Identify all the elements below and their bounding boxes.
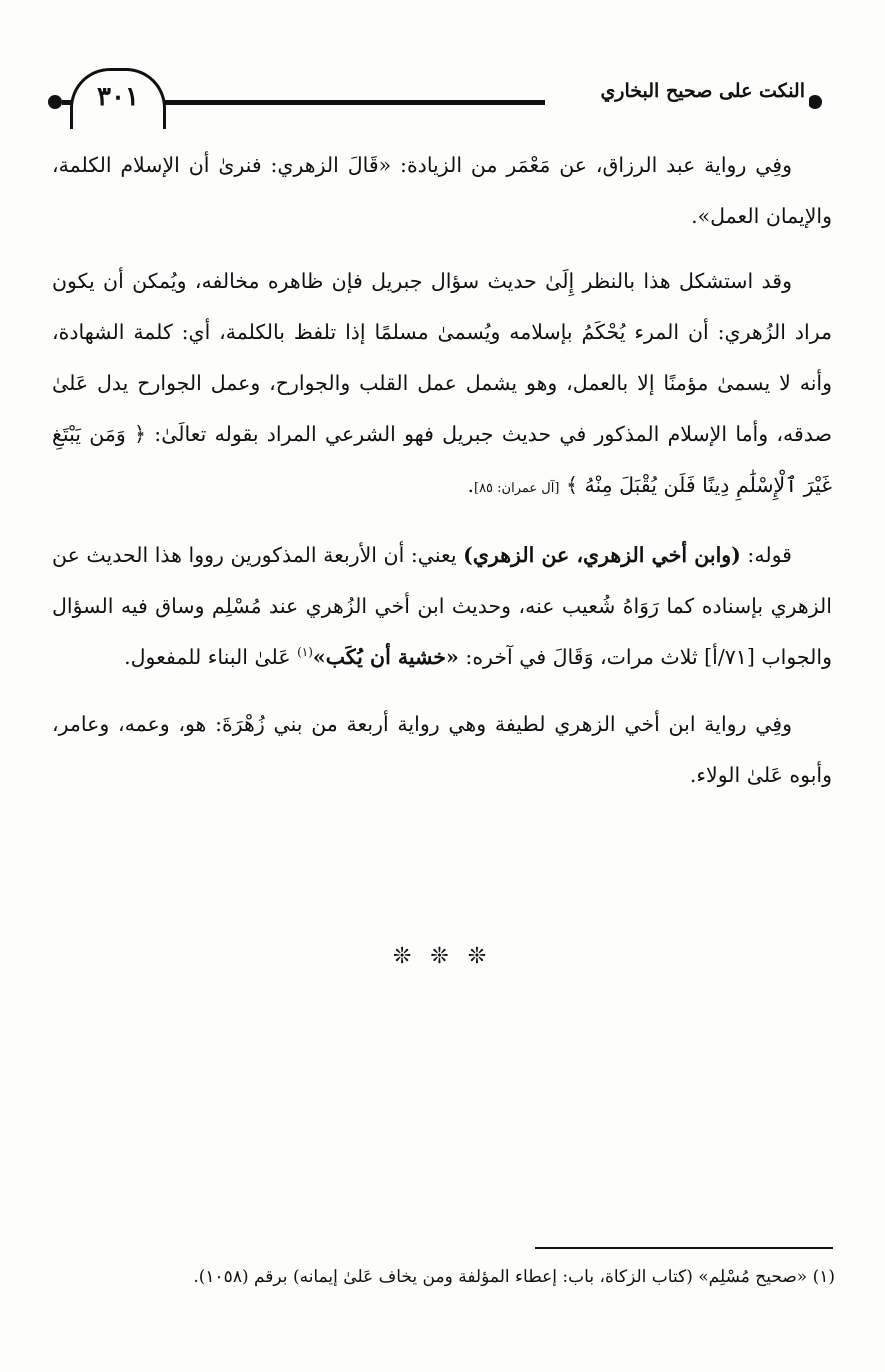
running-header: [0, 0, 885, 140]
paragraph-1: وفِي رواية عبد الرزاق، عن مَعْمَر من الزيادة: «قَالَ الزهري: فنرىٰ أن الإسلام الكلمة، والإيمان العمل».: [52, 153, 832, 228]
header-dot-left: [48, 95, 62, 109]
footnote: (١) «صحيح مُسْلِم» (كتاب الزكاة، باب: إعطاء المؤلفة ومن يخاف عَلىٰ إيمانه) برقم (١٠٥٨).: [193, 1267, 835, 1287]
footnote-marker: (١): [297, 645, 313, 660]
paragraph-3-bold-quote: (وابن أخي الزهري، عن الزهري): [463, 543, 741, 567]
paragraph-4: وفِي رواية ابن أخي الزهري لطيفة وهي رواية أربعة من بني زُهْرَةَ: هو، وعمه، وعامر، وأبوه عَلىٰ الولاء.: [52, 712, 832, 787]
paragraph-3-end: عَلىٰ البناء للمفعول.: [124, 645, 291, 669]
running-title: النكت على صحيح البخاري: [545, 80, 809, 108]
paragraph-3-lead: قوله:: [747, 543, 792, 567]
header-dot-right: [808, 95, 822, 109]
paragraph-2-text: وقد استشكل هذا بالنظر إِلَىٰ حديث سؤال جبريل فإن ظاهره مخالفه، ويُمكن أن يكون مراد الزُهري: أن المرء يُحْكَمُ بإسلامه ويُسمىٰ مسلمًا إذا تلفظ بالكلمة، أي: كلمة الشهادة، وأنه لا يسمىٰ مؤمنًا إلا بالعمل، وهو يشمل عمل القلب والجوارح، وعمل الجوارح يدل عَلىٰ صدقه، وأما الإسلام المذكور في حديث جبريل فهو الشرعي المراد بقوله تعالَىٰ:: [52, 269, 832, 446]
paragraph-3-bold-quote-2: «خشية أن يُكَب»: [312, 645, 459, 669]
paragraph-3-text: يعني: أن الأربعة المذكورين رووا هذا الحديث عن الزهري بإسناده كما رَوَاهُ شُعيب عنه، وحديث ابن أخي الزُهري عند مُسْلِم وساق فيه السؤال والجواب [٧١/أ] ثلاث مرات، وَقَالَ في آخره:: [52, 543, 832, 669]
paragraph-2: [52, 256, 832, 514]
section-ornament: ❊ ❊ ❊: [392, 944, 493, 969]
paragraph-3: [52, 530, 832, 683]
quran-verse: ﴿ وَمَن يَبْتَغِ غَيْرَ ٱلْإِسْلَٰمِ دِينًا فَلَن يُقْبَلَ مِنْهُ ﴾: [52, 422, 832, 497]
footnote-rule: [535, 1247, 833, 1249]
quran-reference: [آل عمران: ٨٥]: [473, 481, 560, 496]
main-text: [52, 140, 832, 817]
paragraph-2-end: .: [467, 473, 474, 497]
page-number: ٣٠١: [97, 82, 139, 112]
